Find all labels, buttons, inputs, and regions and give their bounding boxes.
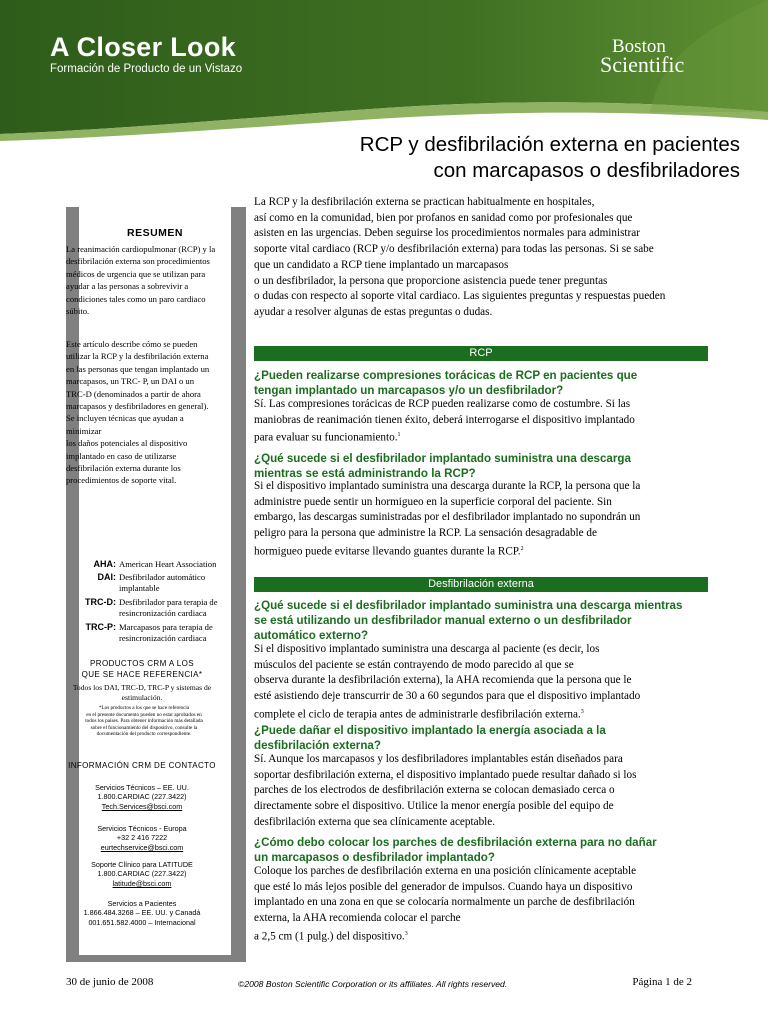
answer-line: músculos del paciente se están contrayendo de modo parecido al que se: [254, 658, 574, 671]
abbreviation-key: TRC-P:: [85, 622, 116, 632]
footer-copyright: ©2008 Boston Scientific Corporation or its affiliates. All rights reserved.: [238, 979, 508, 989]
section-header-rcp: RCP: [254, 346, 708, 361]
contact-block-latitude: [66, 860, 218, 888]
answer-line: Si el dispositivo implantado suministra una descarga durante la RCP, la persona que la: [254, 480, 641, 492]
summary-line: condiciones tales como un paro cardiaco: [66, 293, 206, 304]
reference-mark: 2: [520, 545, 524, 552]
answer-line: parches de los electrodos de desfibrilación externa se colocan demasiado cerca o: [254, 784, 615, 797]
question-2: [254, 451, 714, 481]
answer-line: desfibrilación externa que sea clínicamente aceptable.: [254, 815, 496, 828]
answer-5: [254, 864, 716, 945]
question-line: ¿Qué sucede si el desfibrilador implantado suministra una descarga mientras: [254, 599, 683, 612]
abbreviation-key: DAI:: [97, 572, 116, 582]
article-line: Se incluyen técnicas que ayudan a: [66, 413, 184, 424]
answer-line: directamente sobre el dispositivo. Utilice la menor energía posible del equipo de: [254, 800, 614, 813]
answer-line: esté asistiendo deje transcurrir de 30 a 60 segundos para que el dispositivo implantado: [254, 690, 641, 703]
disclaimer-line: documentación del producto correspondiente.: [96, 731, 192, 738]
intro-line: o dudas con respecto al soporte vital cardiaco. Las siguientes preguntas y respuestas pueden: [254, 290, 666, 303]
contact-line: 001.651.582.4000 – Internacional: [88, 917, 196, 927]
contact-line: 1.800.CARDIAC (227.3422): [97, 792, 187, 802]
contact-line: 1.866.484.3268 – EE. UU. y Canadá: [83, 908, 201, 918]
footer-page-number: Página 1 de 2: [632, 976, 692, 988]
intro-line: o un desfibrilador, la persona que proporcione asistencia puede tener preguntas: [254, 274, 608, 287]
abbreviation-value: [119, 622, 231, 644]
question-line: ¿Pueden realizarse compresiones torácicas de RCP en pacientes que: [254, 369, 638, 382]
contact-line: 1.800.CARDIAC (227.3422): [97, 869, 187, 879]
contact-line: Servicios Técnicos – EE. UU.: [95, 783, 189, 792]
contact-line: Servicios Técnicos - Europa: [97, 824, 187, 833]
answer-line: observa durante la desfibrilación externa), la AHA recomienda que la persona que le: [254, 674, 632, 687]
article-line: marcapasos, un TRC- P, un DAI o un: [66, 376, 195, 387]
contact-email-link[interactable]: eurtechservice@bsci.com: [100, 842, 184, 852]
products-heading-line: PRODUCTOS CRM A LOS: [90, 659, 194, 668]
sidebar-article-text: [66, 338, 232, 487]
article-line: desfibrilación externa durante los: [66, 463, 181, 474]
question-5: [254, 835, 714, 865]
abbreviation-key: TRC-D:: [85, 597, 116, 607]
page-title: [360, 132, 740, 184]
question-line: mientras se está administrando la RCP?: [254, 467, 476, 481]
logo-line1: Boston: [612, 36, 666, 57]
intro-line: soporte vital cardiaco (RCP y/o desfibrilación externa) para todas las personas. Si se sabe: [254, 243, 654, 256]
answer-line: a 2,5 cm (1 pulg.) del dispositivo.: [254, 930, 405, 943]
products-heading: [66, 659, 218, 680]
sidebar-summary-text: [66, 243, 232, 317]
products-line: Todos los DAI, TRC-D, TRC-P y sistemas de: [72, 683, 212, 692]
answer-line: externa, la AHA recomienda colocar el parche: [254, 912, 461, 925]
article-line: marcapasos y desfibriladores en general).: [66, 401, 209, 412]
boston-scientific-logo: [600, 36, 685, 77]
contact-heading: INFORMACIÓN CRM DE CONTACTO: [68, 761, 216, 770]
sidebar-summary-panel: [66, 207, 246, 962]
disclaimer-line: todos los países. Para obtener información más detallada: [85, 718, 203, 725]
answer-line: Coloque los parches de desfibrilación externa en una posición clínicamente aceptable: [254, 865, 637, 877]
question-line: automático externo?: [254, 629, 369, 643]
summary-line: desfibrilación externa son procedimientos: [66, 256, 210, 267]
footer-date: 30 de junio de 2008: [66, 976, 154, 988]
page-title-line2: con marcapasos o desfibriladores: [433, 159, 740, 182]
intro-line: que un candidato a RCP tiene implantado un marcapasos: [254, 258, 509, 271]
contact-line: Soporte Clínico para LATITUDE: [91, 860, 193, 869]
answer-line: Si el dispositivo implantado suministra una descarga al paciente (es decir, los: [254, 643, 600, 655]
disclaimer-line: sobre el funcionamiento del dispositivo, consulte la: [90, 724, 198, 731]
contact-email-link[interactable]: Tech.Services@bsci.com: [101, 801, 183, 811]
answer-1: [254, 397, 716, 447]
answer-line: implantado en una zona en que se colocaría normalmente un parche de desfibrilación: [254, 896, 635, 909]
abbreviation-line: American Heart Association: [119, 559, 217, 569]
section-header-defibrillation: Desfibrilación externa: [254, 577, 708, 592]
contact-email-link[interactable]: latitude@bsci.com: [112, 878, 172, 888]
article-line: Este artículo describe cómo se pueden: [66, 339, 198, 349]
products-text: [66, 683, 218, 703]
intro-line: La RCP y la desfibrilación externa se practican habitualmente en hospitales,: [254, 196, 595, 208]
summary-line: ayudar a las personas a sobrevivir a: [66, 281, 189, 292]
abbreviation-value: [119, 572, 231, 594]
answer-line: Sí. Las compresiones torácicas de RCP pueden realizarse como de costumbre. Si las: [254, 398, 631, 410]
answer-3: [254, 642, 716, 723]
answer-line: Sí. Aunque los marcapasos y los desfibriladores implantables están diseñados para: [254, 753, 623, 765]
answer-line: para evaluar su funcionamiento.: [254, 432, 398, 445]
intro-paragraph: [254, 195, 716, 321]
reference-mark: 3: [404, 930, 408, 937]
abbreviation-value: [119, 597, 231, 619]
abbreviation-line: Desfibrilador para terapia de: [119, 597, 218, 607]
contact-block-us: [66, 783, 218, 811]
summary-line: médicos de urgencia que se utilizan para: [66, 268, 206, 279]
brand-title: A Closer Look: [50, 32, 236, 62]
answer-4: [254, 752, 716, 831]
question-line: ¿Cómo debo colocar los parches de desfibrilación externa para no dañar: [254, 836, 657, 849]
question-line: se está utilizando un desfibrilador manual externo o un desfibrilador: [254, 614, 632, 628]
answer-line: peligro para la persona que administre la RCP. La sensación desagradable de: [254, 527, 597, 540]
abbreviation-line: implantable: [119, 583, 160, 593]
question-line: un marcapasos o desfibrilador implantado?: [254, 851, 495, 865]
answer-line: complete el ciclo de terapia antes de administrarle desfibrilación externa.: [254, 708, 581, 721]
question-1: [254, 368, 714, 398]
reference-mark: 1: [397, 432, 401, 439]
article-line: utilizar la RCP y la desfibrilación externa: [66, 351, 209, 362]
brand-subtitle: Formación de Producto de un Vistazo: [50, 63, 243, 75]
answer-line: soportar desfibrilación externa, el dispositivo implantado puede resultar dañado si los: [254, 768, 637, 781]
article-line: TRC-D (denominados a partir de ahora: [66, 388, 201, 399]
intro-line: asisten en las urgencias. Deben seguirse los procedimientos normales para administrar: [254, 227, 640, 240]
disclaimer-line: *Los productos a los que se hace referencia: [98, 705, 190, 711]
reference-mark: 3: [580, 708, 584, 715]
summary-line: súbito.: [66, 306, 90, 317]
answer-line: maniobras de reanimación tienen éxito, deberá interrogarse el dispositivo implantado: [254, 413, 635, 426]
answer-line: embargo, las descargas suministradas por el desfibrilador implantado no supondrán un: [254, 511, 641, 524]
contact-block-europe: [66, 824, 218, 852]
intro-line: así como en la comunidad, bien por profanos en sanidad como por profesionales que: [254, 211, 633, 224]
article-line: minimizar: [66, 425, 102, 436]
question-line: desfibrilación externa?: [254, 739, 381, 753]
header-banner: [0, 0, 768, 148]
abbreviation-line: resincronización cardiaca: [119, 608, 207, 618]
abbreviation-line: Marcapasos para terapia de: [119, 622, 213, 632]
contact-line: Servicios a Pacientes: [107, 899, 177, 908]
contact-line: +32 2 416 7222: [116, 833, 168, 843]
abbreviation-value: [119, 559, 231, 570]
answer-line: hormigueo puede evitarse llevando guantes durante la RCP.: [254, 545, 521, 558]
page-title-line1: RCP y desfibrilación externa en pacientes: [359, 133, 740, 156]
sidebar-heading: RESUMEN: [126, 227, 183, 239]
article-line: los daños potenciales al dispositivo: [66, 438, 188, 449]
answer-line: que esté lo más lejos posible del generador de impulsos. Cuando haya un dispositivo: [254, 880, 633, 893]
article-line: implantado en caso de utilizarse: [66, 450, 177, 461]
question-3: [254, 598, 714, 644]
intro-line: ayudar a resolver algunas de estas preguntas o dudas.: [254, 305, 493, 318]
logo-line2: Scientific: [600, 52, 685, 77]
contact-block-patients: [66, 899, 218, 927]
answer-2: [254, 479, 716, 560]
question-line: tengan implantado un marcapasos y/o un desfibrilador?: [254, 384, 564, 398]
question-line: ¿Puede dañar el dispositivo implantado la energía asociada a la: [254, 724, 606, 737]
article-line: procedimientos de soporte vital.: [66, 475, 177, 486]
disclaimer-line: en el presente documento pueden no estar aprobados en: [86, 711, 202, 718]
products-line: estimulación.: [121, 693, 163, 702]
abbreviation-key: AHA:: [93, 559, 116, 569]
article-line: en las personas que tengan implantado un: [66, 363, 210, 374]
products-disclaimer: [70, 705, 218, 738]
answer-line: administre puede sentir un hormigueo en la superficie corporal del paciente. Sin: [254, 495, 612, 508]
summary-line: La reanimación cardiopulmonar (RCP) y la: [66, 244, 216, 254]
question-line: ¿Qué sucede si el desfibrilador implantado suministra una descarga: [254, 452, 631, 465]
question-4: [254, 723, 714, 753]
products-heading-line: QUE SE HACE REFERENCIA*: [81, 669, 203, 679]
abbreviation-line: resincronización cardiaca: [119, 633, 207, 643]
abbreviation-line: Desfibrilador automático: [119, 572, 206, 582]
